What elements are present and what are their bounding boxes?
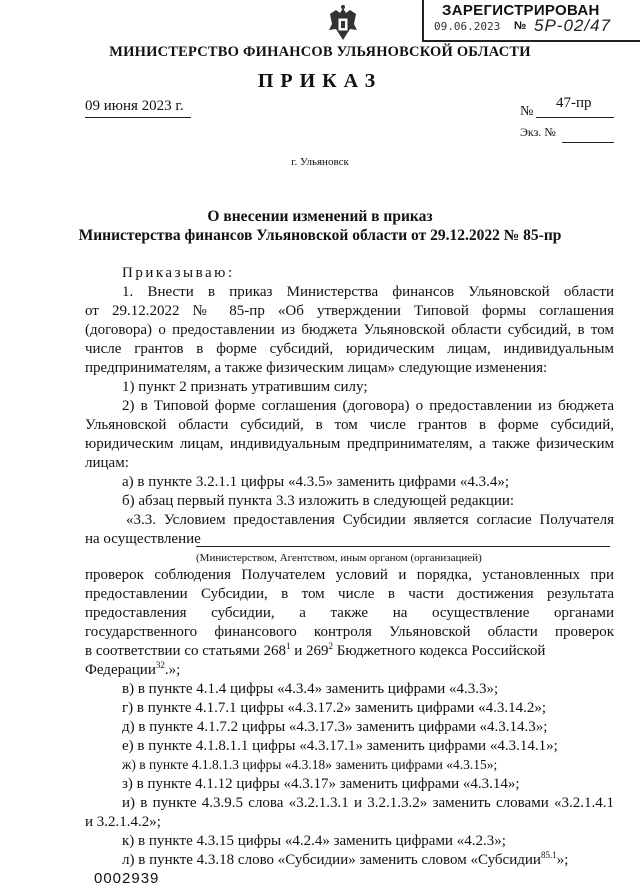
paragraph-line: и) в пункте 4.3.9.5 слова «3.2.1.3.1 и 3.2.1.3.2» заменить словами «3.2.1.4.1 — [122, 795, 614, 811]
paragraph-line: б) абзац первый пункта 3.3 изложить в следующей редакции: — [122, 493, 515, 509]
document-title-line2: Министерства финансов Ульяновской области от 29.12.2022 № 85-пр — [78, 227, 562, 244]
order-number-label: № — [520, 104, 534, 119]
paragraph-line: проверок соблюдения Получателем условий и порядка, установленных при — [85, 567, 614, 583]
superscript: 2 — [328, 641, 334, 651]
superscript: 32 — [155, 660, 165, 670]
text-segment: л) в пункте 4.3.18 слово «Субсидии» заменить словом «Субсидии — [122, 852, 541, 868]
paragraph-line: а) в пункте 3.2.1.1 цифры «4.3.5» заменить цифрами «4.3.4»; — [122, 474, 509, 490]
ministry-name: МИНИСТЕРСТВО ФИНАНСОВ УЛЬЯНОВСКОЙ ОБЛАСТИ — [109, 44, 531, 60]
document-code: 0002939 — [94, 870, 160, 887]
paragraph-line: юридическим лицам, индивидуальным предпринимателям, а также физическим — [85, 436, 614, 452]
number-underline — [536, 117, 614, 118]
superscript: 1 — [285, 641, 291, 651]
paragraph-line: от 29.12.2022 № 85-пр «Об утверждении Типовой формы соглашения — [85, 303, 614, 319]
coat-of-arms-icon — [326, 4, 360, 44]
superscript: 85.1 — [540, 850, 557, 860]
text-segment: в соответствии со статьями 268 — [85, 643, 286, 659]
paragraph-line: предоставления субсидии, а также на осуществление органами — [85, 605, 614, 621]
order-verb: Приказываю: — [122, 265, 235, 281]
paragraph-line: д) в пункте 4.1.7.2 цифры «4.3.17.3» заменить цифрами «4.3.14.3»; — [122, 719, 548, 735]
paragraph-line: предоставлении Субсидии, в том числе в части достижения результата — [85, 586, 614, 602]
paragraph-line: к) в пункте 4.3.15 цифры «4.2.4» заменить цифрами «4.2.3»; — [122, 833, 506, 849]
document-title-line1: О внесении изменений в приказ — [207, 208, 433, 225]
stamp-number-label: № — [514, 20, 527, 32]
paragraph-line — [85, 661, 180, 679]
fill-in-line — [196, 546, 610, 547]
text-segment: Федерации — [85, 662, 156, 678]
stamp-number: 5Р-02/47 — [534, 16, 611, 35]
paragraph-line: 2) в Типовой форме соглашения (договора) о предоставлении из бюджета — [122, 398, 614, 414]
date-underline — [85, 117, 191, 118]
order-number: 47-пр — [556, 95, 592, 111]
paragraph-line: е) в пункте 4.1.8.1.1 цифры «4.3.17.1» заменить цифрами «4.3.14.1»; — [122, 738, 558, 754]
paragraph-line — [85, 642, 614, 660]
order-date: 09 июня 2023 г. — [85, 98, 184, 114]
paragraph-line: Ульяновской области субсидий, в том числе грантов в форме субсидий, — [85, 417, 614, 433]
copy-number-label: Экз. № — [520, 125, 556, 139]
document-type: ПРИКАЗ — [257, 70, 383, 92]
paragraph-line: 1) пункт 2 признать утратившим силу; — [122, 379, 368, 395]
paragraph-line: з) в пункте 4.1.12 цифры «4.3.17» заменить цифрами «4.3.14»; — [122, 776, 520, 792]
paragraph-line: числе грантов в форме субсидий, юридическим лицам, индивидуальным — [85, 341, 614, 357]
paragraph-line: государственного финансового контроля Ульяновской области проверок — [85, 624, 614, 640]
paragraph-line: в) в пункте 4.1.4 цифры «4.3.4» заменить цифрами «4.3.3»; — [122, 681, 499, 697]
text-segment: .»; — [164, 662, 181, 678]
text-segment: и 269 — [290, 643, 329, 659]
copy-number-underline — [562, 142, 614, 143]
paragraph-line — [122, 851, 568, 869]
stamp-title: ЗАРЕГИСТРИРОВАН — [442, 2, 600, 19]
paragraph-line: предпринимателям, а также физическим лицам» следующие изменения: — [85, 360, 548, 376]
registration-stamp — [422, 0, 640, 42]
stamp-date: 09.06.2023 — [434, 20, 501, 33]
paragraph-line: и 3.2.1.4.2»; — [85, 814, 161, 830]
paragraph-line: (договора) о предоставлении из бюджета Ульяновской области субсидий, в том — [85, 322, 614, 338]
paragraph-line: на осуществление — [85, 531, 201, 547]
fill-in-caption: (Министерством, Агентством, иным органом (организацией) — [196, 552, 482, 564]
paragraph-line: «3.3. Условием предоставления Субсидии является согласие Получателя — [126, 512, 614, 528]
text-segment: »; — [556, 852, 569, 868]
text-segment: Бюджетного кодекса Российской — [333, 643, 546, 659]
paragraph-line: г) в пункте 4.1.7.1 цифры «4.3.17.2» заменить цифрами «4.3.14.2»; — [122, 700, 546, 716]
paragraph-line: 1. Внести в приказ Министерства финансов Ульяновской области — [122, 284, 614, 300]
paragraph-line: лицам: — [85, 455, 129, 471]
paragraph-line: ж) в пункте 4.1.8.1.3 цифры «4.3.18» заменить цифрами «4.3.15»; — [122, 757, 498, 772]
city: г. Ульяновск — [291, 156, 349, 168]
